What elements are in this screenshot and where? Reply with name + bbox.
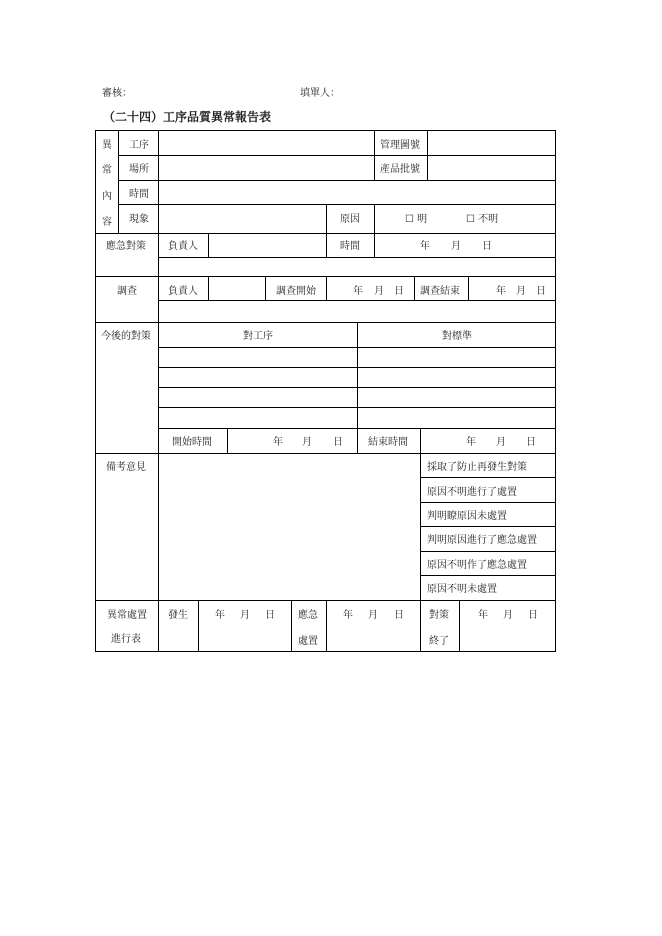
mgmt-no-label: 管理圖號 — [380, 140, 420, 151]
future-start-year: 年 — [273, 437, 283, 448]
section-char-4: 容 — [102, 217, 112, 228]
remark-option: 原因不明作了應急處置 — [427, 560, 527, 571]
investigation-label: 調查 — [117, 286, 137, 297]
investigation-end-day: 日 — [536, 286, 546, 297]
future-end-year: 年 — [466, 437, 476, 448]
countermeasure-end-label-2: 終了 — [429, 636, 449, 647]
countermeasure-end-label-1: 對策 — [429, 610, 449, 621]
emergency-day: 日 — [482, 241, 492, 252]
reviewer-label: 審核： — [102, 88, 132, 99]
investigation-start-label: 調查開始 — [276, 286, 316, 297]
future-end-day: 日 — [526, 437, 536, 448]
emergency-year: 年 — [420, 241, 430, 252]
investigation-end-month: 月 — [516, 286, 526, 297]
countermeasure-end-year: 年 — [478, 610, 488, 621]
future-end-label: 結束時間 — [368, 437, 408, 448]
investigation-end-year: 年 — [496, 286, 506, 297]
section-char-2: 常 — [102, 165, 112, 176]
emergency-disposal-year: 年 — [343, 610, 353, 621]
phenomenon-label: 現象 — [129, 214, 149, 225]
cause-label: 原因 — [340, 214, 360, 225]
remark-option: 採取了防止再發生對策 — [427, 462, 527, 473]
occur-day: 日 — [265, 610, 275, 621]
remark-option: 判明原因進行了應急處置 — [427, 535, 537, 546]
future-label: 今後的對策 — [101, 331, 151, 342]
emergency-person-label: 負責人 — [168, 241, 198, 252]
investigation-start-year: 年 — [353, 286, 363, 297]
countermeasure-end-month: 月 — [503, 610, 513, 621]
future-col-process: 對工序 — [243, 331, 273, 342]
emergency-disposal-label-2: 處置 — [298, 636, 318, 647]
emergency-time-label: 時間 — [340, 241, 360, 252]
cause-known-checkbox[interactable]: ☐ 明 — [405, 214, 428, 225]
occur-month: 月 — [240, 610, 250, 621]
remark-option: 原因不明未處置 — [427, 584, 497, 595]
lot-no-label: 產品批號 — [380, 164, 420, 175]
cause-unknown-checkbox[interactable]: ☐ 不明 — [466, 214, 499, 225]
future-start-label: 開始時間 — [172, 437, 212, 448]
emergency-label: 應急對策 — [106, 241, 146, 252]
section-char-1: 異 — [102, 140, 112, 151]
progress-label-1: 異常處置 — [107, 610, 147, 621]
remark-option: 原因不明進行了處置 — [427, 487, 517, 498]
progress-label-2: 進行表 — [111, 634, 141, 645]
emergency-disposal-month: 月 — [368, 610, 378, 621]
time-label: 時間 — [129, 189, 149, 200]
investigation-start-month: 月 — [374, 286, 384, 297]
place-label: 場所 — [129, 164, 149, 175]
section-char-3: 內 — [102, 191, 112, 202]
remark-option: 判明瞭原因未處置 — [427, 511, 507, 522]
future-start-day: 日 — [333, 437, 343, 448]
emergency-disposal-day: 日 — [394, 610, 404, 621]
remarks-label: 備考意見 — [106, 462, 146, 473]
emergency-month: 月 — [451, 241, 461, 252]
page-title: （二十四）工序品質異常報告表 — [103, 110, 272, 124]
occur-label: 發生 — [168, 610, 188, 621]
process-label: 工序 — [129, 140, 149, 151]
investigation-person-label: 負責人 — [168, 286, 198, 297]
countermeasure-end-day: 日 — [528, 610, 538, 621]
future-col-standard: 對標準 — [442, 331, 472, 342]
investigation-end-label: 調查結束 — [420, 286, 460, 297]
future-end-month: 月 — [496, 437, 506, 448]
filler-label: 填單人： — [300, 88, 340, 99]
emergency-disposal-label-1: 應急 — [298, 610, 318, 621]
investigation-start-day: 日 — [394, 286, 404, 297]
occur-year: 年 — [215, 610, 225, 621]
future-start-month: 月 — [302, 437, 312, 448]
